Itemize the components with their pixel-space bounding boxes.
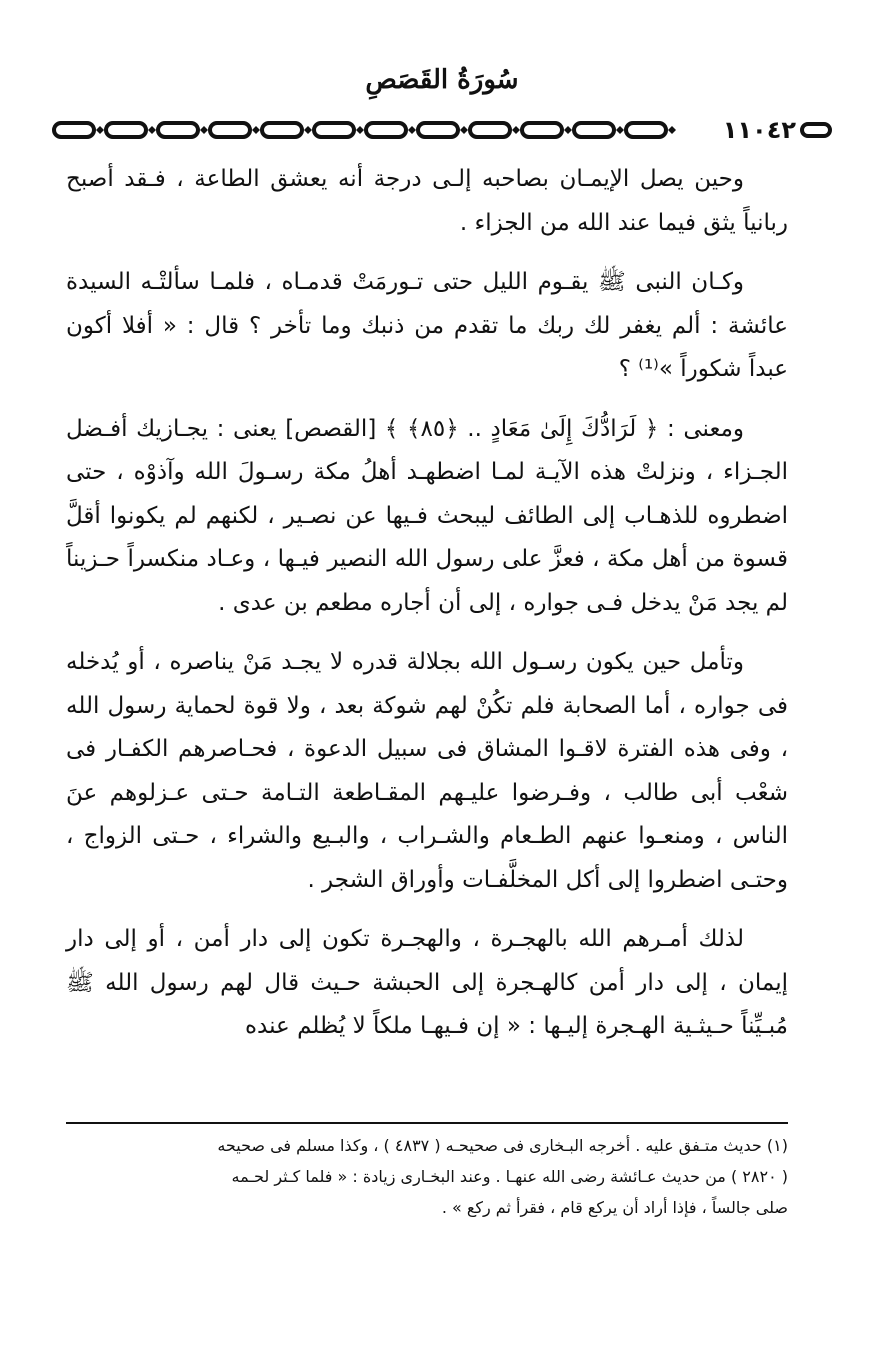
ornament-diamond <box>512 126 520 134</box>
footnote-line-2: ( ٢٨٢٠ ) من حديث عـائشة رضى الله عنهـا . وعند البخـارى زيادة : « فلما كـثر لحـمه <box>231 1167 788 1186</box>
ornament-oval <box>470 123 510 137</box>
surah-title: سُورَةُ القَصَصِ <box>365 65 519 95</box>
paragraph-4: وتأمل حين يكون رسـول الله بجلالة قدره لا يجـد مَنْ يناصره ، أو يُدخله فى جواره ، أما الصحابة فلم تكُنْ لهم شوكة بعد ، ولا قوة لحماية رسول الله ، وفى هذه الفترة لاقـوا المشاق فى سبيل الدعوة ، فحـاصرهم الكفـار فى شعْب أبى طالب ، وفـرضوا عليـهم المقـاطعة التـامة حـتى عـزلوهم عنَ الناس ، ومنعـوا عنهم الطـعام والشـراب ، والبـيع والشراء ، حـتى الزواج ، وحتـى اضطروا إلى أكل المخلَّفـات وأوراق الشجر . <box>66 649 788 893</box>
ornament-oval <box>106 123 146 137</box>
paragraph-3: ومعنى : ﴿ لَرَادُّكَ إِلَىٰ مَعَادٍ .. ﴿٨٥﴾ ﴾ [القصص] يعنى : يجـازيك أفـضل الجـزاء ، ونزلتْ هذه الآيـة لمـا اضطهـد أهلُ مكة رسـولَ الله وآذوْه ، حتى اضطروه للذهـاب إلى الطائف ليبحث فـيها عن نصـير ، لكنهم لم يكونوا أقلَّ قسوة من أهل مكة ، فعزَّ على رسول الله النصير فيـها ، وعـاد منكسراً حـزيناً لم يجد مَنْ يدخل فـى جواره ، إلى أن أجاره مطعم بن عدى . <box>66 415 788 616</box>
ornament-oval <box>522 123 562 137</box>
ornament-diamond <box>460 126 468 134</box>
ornament-diamond <box>668 126 676 134</box>
ornament-diamond <box>200 126 208 134</box>
ornament-diamond <box>616 126 624 134</box>
footnote-line-3: صلى جالساً ، فإذا أراد أن يركع قام ، فقرأ ثم ركع » . <box>441 1198 788 1217</box>
ornament-oval <box>574 123 614 137</box>
footnotes <box>66 1130 788 1223</box>
ornament-oval <box>158 123 198 137</box>
chain-ornament-icon <box>50 115 690 145</box>
ornament-diamond <box>304 126 312 134</box>
header-ornament-bar <box>50 115 832 145</box>
paragraph-5: لذلك أمـرهم الله بالهجـرة ، والهجـرة تكون إلى دار أمن ، أو إلى دار إيمان ، إلى دار أمن كالهـجرة إلى الحبشة حـيث قال لهم رسول الله ﷺ مُبـيِّناً حـيثـية الهـجرة إليـها : « إن فـيهـا ملكاً لا يُظلم عنده <box>66 926 788 1039</box>
paragraph-2: وكـان النبى ﷺ يقـوم الليل حتى تـورمَتْ قدمـاه ، فلمـا سألتْـه السيدة عائشة : ألم يغفر لك ربك ما تقدم من ذنبك وما تأخر ؟ قال : « أفلا أكون عبداً شكوراً »⁽¹⁾ ؟ <box>66 269 788 382</box>
footnote-line-1: (١) حديث متـفق عليه . أخرجه البـخارى فى صحيحـه ( ٤٨٣٧ ) ، وكذا مسلم فى صحيحه <box>217 1136 788 1155</box>
page-number: ١١٠٤٢ <box>722 116 796 144</box>
page-body <box>66 158 788 1049</box>
ornament-oval <box>418 123 458 137</box>
ornament-diamond <box>408 126 416 134</box>
ornament-oval <box>626 123 666 137</box>
ornament-oval <box>54 123 94 137</box>
footnote-divider <box>66 1122 788 1124</box>
ornament-diamond <box>148 126 156 134</box>
ornament-diamond <box>252 126 260 134</box>
ornament-oval <box>366 123 406 137</box>
ornament-band <box>50 115 717 145</box>
ornament-oval <box>210 123 250 137</box>
ornament-diamond <box>564 126 572 134</box>
ornament-end-oval <box>800 122 832 138</box>
ornament-oval <box>314 123 354 137</box>
ornament-diamond <box>356 126 364 134</box>
ornament-oval <box>262 123 302 137</box>
ornament-diamond <box>96 126 104 134</box>
paragraph-1: وحين يصل الإيمـان بصاحبه إلـى درجة أنه يعشق الطاعة ، فـقد أصبح ربانياً يثق فيما عند الله من الجزاء . <box>66 166 788 236</box>
